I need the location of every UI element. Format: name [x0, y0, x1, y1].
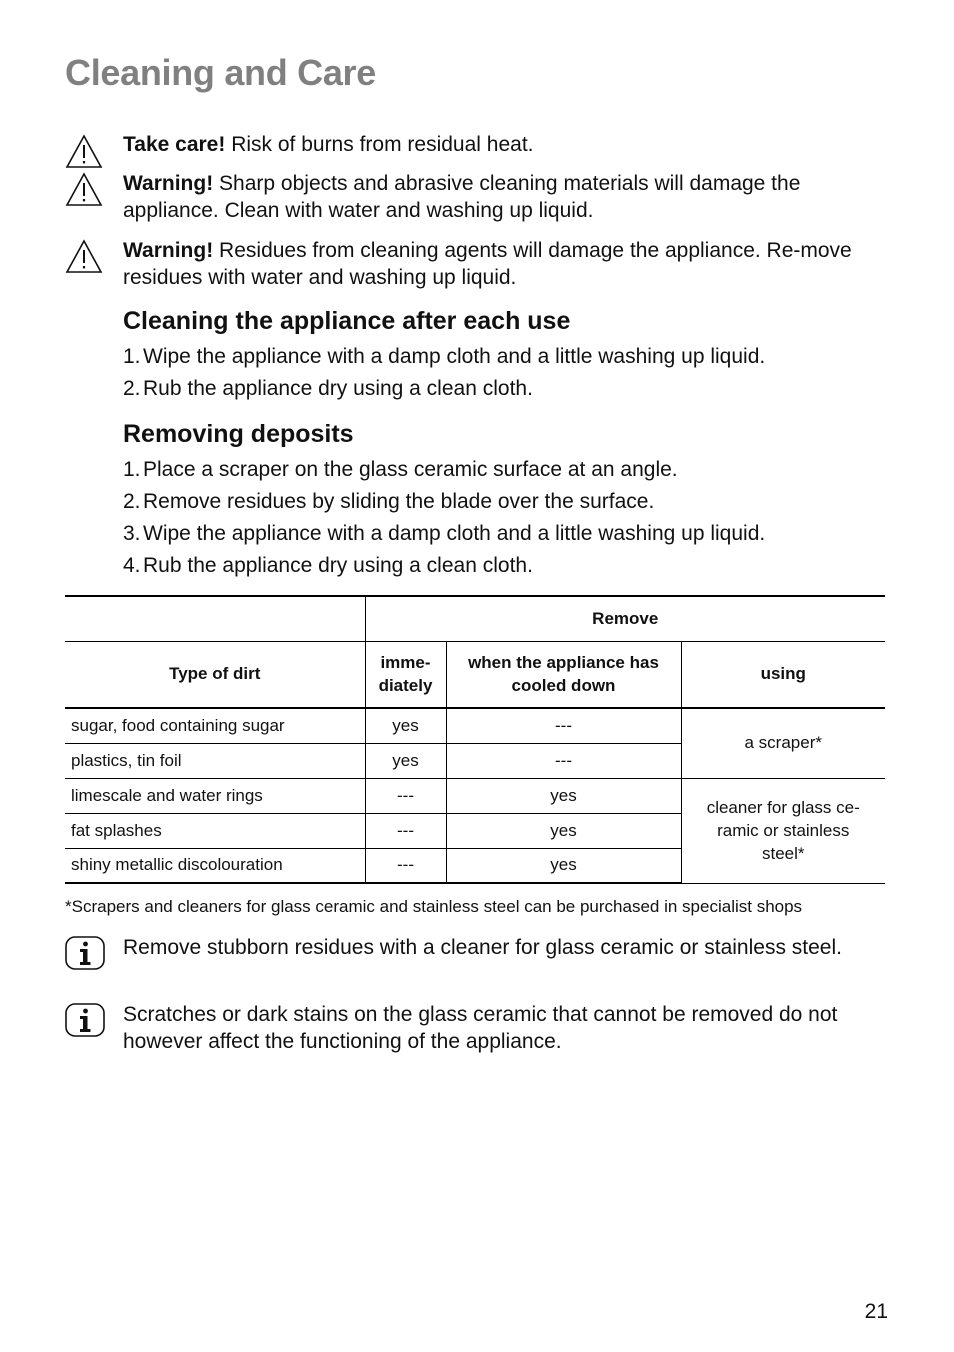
info-icon	[65, 1003, 105, 1042]
step-text: Remove residues by sliding the blade over the surface.	[143, 490, 655, 513]
list-item	[123, 454, 765, 486]
page-title: Cleaning and Care	[65, 52, 376, 93]
list-item	[123, 550, 765, 582]
table-header-using: using	[681, 641, 885, 708]
section-heading: Cleaning the appliance after each use	[123, 307, 571, 335]
notice-text	[123, 237, 883, 291]
warning-triangle-icon	[65, 172, 103, 212]
table-cell-immediately: yes	[365, 708, 446, 743]
notice-text	[123, 131, 883, 158]
notice-body: Residues from cleaning agents will damage the appliance. Re-move residues with water and washing up liquid.	[123, 239, 852, 289]
table-cell-immediately: ---	[365, 813, 446, 848]
table-header-empty	[65, 596, 365, 641]
step-list	[123, 454, 765, 582]
step-text: Rub the appliance dry using a clean cloth.	[143, 554, 533, 577]
table-header-row	[65, 596, 885, 641]
table-row	[65, 778, 885, 813]
list-item	[123, 373, 765, 405]
notice-label: Warning!	[123, 239, 214, 262]
step-number: 2.	[123, 377, 141, 400]
info-icon	[65, 936, 105, 975]
table-cell-using: cleaner for glass ce- ramic or stainless steel*	[681, 778, 885, 883]
step-number: 1.	[123, 345, 141, 368]
step-text: Place a scraper on the glass ceramic surface at an angle.	[143, 458, 678, 481]
table-cell-type: plastics, tin foil	[65, 743, 365, 778]
list-item	[123, 486, 765, 518]
table-cell-cooled: yes	[446, 778, 681, 813]
table-cell-cooled: yes	[446, 813, 681, 848]
step-number: 1.	[123, 458, 141, 481]
table-header-type: Type of dirt	[65, 641, 365, 708]
table-cell-cooled: ---	[446, 708, 681, 743]
list-item	[123, 518, 765, 550]
table-cell-immediately: ---	[365, 848, 446, 883]
table-footnote: *Scrapers and cleaners for glass ceramic and stainless steel can be purchased in specialist shops	[65, 897, 803, 916]
table-header-remove: Remove	[365, 596, 885, 641]
table-cell-immediately: ---	[365, 778, 446, 813]
table-cell-type: fat splashes	[65, 813, 365, 848]
step-text: Wipe the appliance with a damp cloth and a little washing up liquid.	[143, 345, 766, 368]
step-list	[123, 341, 765, 405]
dirt-removal-table	[65, 595, 885, 884]
table-header-row	[65, 641, 885, 708]
step-number: 2.	[123, 490, 141, 513]
notice-label: Take care!	[123, 133, 226, 156]
notice-body: Risk of burns from residual heat.	[225, 133, 534, 156]
table-header-immediately: imme- diately	[365, 641, 446, 708]
table-cell-type: limescale and water rings	[65, 778, 365, 813]
step-number: 3.	[123, 522, 141, 545]
step-text: Rub the appliance dry using a clean cloth.	[143, 377, 533, 400]
table-cell-immediately: yes	[365, 743, 446, 778]
info-text: Remove stubborn residues with a cleaner for glass ceramic or stainless steel.	[123, 936, 842, 959]
table-cell-using: a scraper*	[681, 708, 885, 778]
info-text: Scratches or dark stains on the glass ceramic that cannot be removed do not however affect the functioning of the appliance.	[123, 1003, 838, 1053]
table-row	[65, 708, 885, 743]
step-number: 4.	[123, 554, 141, 577]
warning-triangle-icon	[65, 134, 103, 174]
page-number: 21	[864, 1300, 888, 1323]
notice-label: Warning!	[123, 172, 214, 195]
table-cell-type: sugar, food containing sugar	[65, 708, 365, 743]
warning-triangle-icon	[65, 239, 103, 279]
table-cell-type: shiny metallic discolouration	[65, 848, 365, 883]
table-header-cooled: when the appliance has cooled down	[446, 641, 681, 708]
notice-text	[123, 170, 883, 224]
table-cell-cooled: ---	[446, 743, 681, 778]
notice-body: Sharp objects and abrasive cleaning materials will damage the appliance. Clean with water and washing up liquid.	[123, 172, 801, 222]
table-cell-cooled: yes	[446, 848, 681, 883]
list-item	[123, 341, 765, 373]
section-heading: Removing deposits	[123, 420, 354, 448]
step-text: Wipe the appliance with a damp cloth and a little washing up liquid.	[143, 522, 766, 545]
